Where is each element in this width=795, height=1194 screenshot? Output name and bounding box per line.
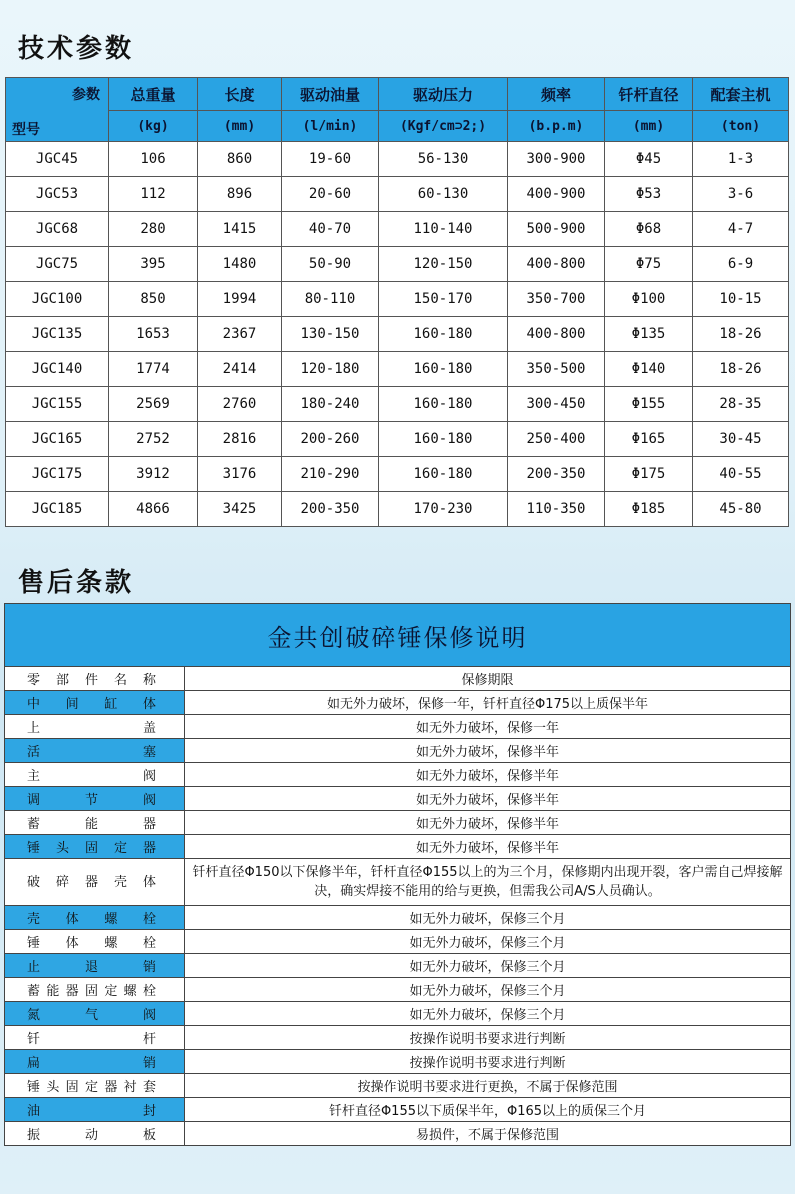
spec-value-cell: 80-110 bbox=[282, 282, 379, 317]
warranty-row bbox=[5, 930, 791, 954]
spec-value-cell: 2752 bbox=[109, 422, 198, 457]
warranty-row bbox=[5, 1122, 791, 1146]
spec-model-cell: JGC185 bbox=[6, 492, 109, 527]
spec-value-cell: 3-6 bbox=[693, 177, 789, 212]
spec-value-cell: 400-900 bbox=[508, 177, 605, 212]
spec-value-cell: 150-170 bbox=[379, 282, 508, 317]
warranty-part-cell: 扁销 bbox=[5, 1050, 185, 1074]
spec-value-cell: 18-26 bbox=[693, 352, 789, 387]
spec-value-cell: 200-260 bbox=[282, 422, 379, 457]
spec-value-cell: 1415 bbox=[198, 212, 282, 247]
spec-model-cell: JGC135 bbox=[6, 317, 109, 352]
warranty-banner: 金共创破碎锤保修说明 bbox=[5, 604, 791, 667]
spec-row bbox=[6, 317, 789, 352]
spec-value-cell: Φ155 bbox=[605, 387, 693, 422]
spec-value-cell: 850 bbox=[109, 282, 198, 317]
corner-model-label: 型号 bbox=[12, 122, 40, 138]
warranty-part-cell: 壳体螺栓 bbox=[5, 906, 185, 930]
spec-value-cell: 20-60 bbox=[282, 177, 379, 212]
spec-column-label: 钎杆直径 bbox=[605, 78, 693, 111]
warranty-part-cell: 振动板 bbox=[5, 1122, 185, 1146]
spec-value-cell: 56-130 bbox=[379, 142, 508, 177]
spec-row bbox=[6, 422, 789, 457]
spec-model-cell: JGC45 bbox=[6, 142, 109, 177]
spec-value-cell: 28-35 bbox=[693, 387, 789, 422]
spec-value-cell: 40-70 bbox=[282, 212, 379, 247]
spec-value-cell: 200-350 bbox=[282, 492, 379, 527]
warranty-row bbox=[5, 739, 791, 763]
spec-value-cell: 110-140 bbox=[379, 212, 508, 247]
spec-row bbox=[6, 492, 789, 527]
warranty-row bbox=[5, 763, 791, 787]
spec-value-cell: 400-800 bbox=[508, 247, 605, 282]
warranty-part-cell: 上盖 bbox=[5, 715, 185, 739]
spec-value-cell: 180-240 bbox=[282, 387, 379, 422]
spec-value-cell: 160-180 bbox=[379, 317, 508, 352]
warranty-row bbox=[5, 906, 791, 930]
spec-corner-header bbox=[6, 78, 109, 142]
spec-value-cell: 210-290 bbox=[282, 457, 379, 492]
spec-model-cell: JGC68 bbox=[6, 212, 109, 247]
warranty-term-cell: 如无外力破坏，保修半年 bbox=[185, 787, 791, 811]
warranty-row bbox=[5, 954, 791, 978]
spec-value-cell: 50-90 bbox=[282, 247, 379, 282]
spec-column-unit: (l/min) bbox=[282, 111, 379, 142]
warranty-row bbox=[5, 1050, 791, 1074]
warranty-part-cell: 止退销 bbox=[5, 954, 185, 978]
warranty-term-cell: 如无外力破坏，保修半年 bbox=[185, 835, 791, 859]
warranty-term-cell: 易损件，不属于保修范围 bbox=[185, 1122, 791, 1146]
spec-column-label: 频率 bbox=[508, 78, 605, 111]
spec-value-cell: 2367 bbox=[198, 317, 282, 352]
spec-value-cell: 112 bbox=[109, 177, 198, 212]
warranty-row bbox=[5, 1098, 791, 1122]
spec-value-cell: 1-3 bbox=[693, 142, 789, 177]
spec-column-unit: (ton) bbox=[693, 111, 789, 142]
warranty-row bbox=[5, 1002, 791, 1026]
warranty-term-cell: 如无外力破坏，保修三个月 bbox=[185, 906, 791, 930]
spec-value-cell: 395 bbox=[109, 247, 198, 282]
spec-value-cell: 280 bbox=[109, 212, 198, 247]
spec-value-cell: 400-800 bbox=[508, 317, 605, 352]
warranty-term-cell: 钎杆直径Φ155以下质保半年，Φ165以上的质保三个月 bbox=[185, 1098, 791, 1122]
spec-row bbox=[6, 177, 789, 212]
spec-value-cell: Φ53 bbox=[605, 177, 693, 212]
spec-value-cell: 500-900 bbox=[508, 212, 605, 247]
spec-value-cell: 120-150 bbox=[379, 247, 508, 282]
spec-value-cell: 4866 bbox=[109, 492, 198, 527]
warranty-header-part: 零部件名称 bbox=[5, 667, 185, 691]
warranty-table bbox=[4, 603, 791, 1146]
spec-column-unit: (b.p.m) bbox=[508, 111, 605, 142]
warranty-row bbox=[5, 715, 791, 739]
spec-table bbox=[5, 77, 789, 527]
spec-value-cell: 10-15 bbox=[693, 282, 789, 317]
spec-row bbox=[6, 387, 789, 422]
warranty-term-cell: 按操作说明书要求进行判断 bbox=[185, 1050, 791, 1074]
spec-value-cell: 110-350 bbox=[508, 492, 605, 527]
spec-column-label: 长度 bbox=[198, 78, 282, 111]
warranty-part-cell: 中间缸体 bbox=[5, 691, 185, 715]
warranty-term-cell: 如无外力破坏，保修半年 bbox=[185, 811, 791, 835]
spec-column-label: 配套主机 bbox=[693, 78, 789, 111]
spec-value-cell: 6-9 bbox=[693, 247, 789, 282]
spec-column-label: 驱动压力 bbox=[379, 78, 508, 111]
spec-column-label: 总重量 bbox=[109, 78, 198, 111]
warranty-part-cell: 活塞 bbox=[5, 739, 185, 763]
warranty-part-cell: 主阀 bbox=[5, 763, 185, 787]
warranty-row bbox=[5, 835, 791, 859]
spec-value-cell: Φ45 bbox=[605, 142, 693, 177]
warranty-part-cell: 钎杆 bbox=[5, 1026, 185, 1050]
spec-column-unit: (Kgf/cm⊃2;) bbox=[379, 111, 508, 142]
spec-column-unit: (mm) bbox=[605, 111, 693, 142]
spec-model-cell: JGC100 bbox=[6, 282, 109, 317]
spec-value-cell: Φ140 bbox=[605, 352, 693, 387]
spec-row bbox=[6, 457, 789, 492]
spec-value-cell: 160-180 bbox=[379, 352, 508, 387]
spec-model-cell: JGC75 bbox=[6, 247, 109, 282]
spec-value-cell: 160-180 bbox=[379, 457, 508, 492]
spec-value-cell: 60-130 bbox=[379, 177, 508, 212]
spec-value-cell: 1653 bbox=[109, 317, 198, 352]
spec-value-cell: 19-60 bbox=[282, 142, 379, 177]
warranty-term-cell: 如无外力破坏，保修一年 bbox=[185, 715, 791, 739]
warranty-section-title: 售后条款 bbox=[18, 568, 135, 598]
spec-row bbox=[6, 282, 789, 317]
warranty-term-cell: 如无外力破坏，保修三个月 bbox=[185, 1002, 791, 1026]
warranty-part-cell: 蓄能器 bbox=[5, 811, 185, 835]
warranty-part-cell: 锤体螺栓 bbox=[5, 930, 185, 954]
spec-value-cell: 3425 bbox=[198, 492, 282, 527]
spec-value-cell: 1480 bbox=[198, 247, 282, 282]
spec-value-cell: 40-55 bbox=[693, 457, 789, 492]
warranty-part-cell: 蓄能器固定螺栓 bbox=[5, 978, 185, 1002]
spec-section-title: 技术参数 bbox=[18, 34, 135, 64]
spec-model-cell: JGC53 bbox=[6, 177, 109, 212]
spec-value-cell: 860 bbox=[198, 142, 282, 177]
spec-value-cell: 896 bbox=[198, 177, 282, 212]
spec-value-cell: Φ165 bbox=[605, 422, 693, 457]
spec-value-cell: Φ100 bbox=[605, 282, 693, 317]
spec-value-cell: 2569 bbox=[109, 387, 198, 422]
spec-row bbox=[6, 352, 789, 387]
spec-value-cell: 250-400 bbox=[508, 422, 605, 457]
spec-column-unit: (mm) bbox=[198, 111, 282, 142]
spec-row bbox=[6, 142, 789, 177]
warranty-part-cell: 调节阀 bbox=[5, 787, 185, 811]
warranty-row bbox=[5, 811, 791, 835]
warranty-part-cell: 油封 bbox=[5, 1098, 185, 1122]
warranty-row bbox=[5, 691, 791, 715]
spec-value-cell: Φ185 bbox=[605, 492, 693, 527]
spec-value-cell: Φ175 bbox=[605, 457, 693, 492]
spec-value-cell: Φ75 bbox=[605, 247, 693, 282]
warranty-row bbox=[5, 859, 791, 906]
spec-value-cell: 4-7 bbox=[693, 212, 789, 247]
warranty-row bbox=[5, 787, 791, 811]
spec-value-cell: 170-230 bbox=[379, 492, 508, 527]
spec-value-cell: 300-900 bbox=[508, 142, 605, 177]
spec-model-cell: JGC165 bbox=[6, 422, 109, 457]
spec-value-cell: 18-26 bbox=[693, 317, 789, 352]
spec-value-cell: 2760 bbox=[198, 387, 282, 422]
spec-value-cell: 350-700 bbox=[508, 282, 605, 317]
spec-value-cell: 1994 bbox=[198, 282, 282, 317]
spec-column-unit: (kg) bbox=[109, 111, 198, 142]
spec-value-cell: 45-80 bbox=[693, 492, 789, 527]
spec-value-cell: 130-150 bbox=[282, 317, 379, 352]
spec-value-cell: Φ135 bbox=[605, 317, 693, 352]
spec-value-cell: 300-450 bbox=[508, 387, 605, 422]
spec-value-cell: 200-350 bbox=[508, 457, 605, 492]
spec-row bbox=[6, 212, 789, 247]
spec-value-cell: 120-180 bbox=[282, 352, 379, 387]
warranty-term-cell: 如无外力破坏，保修一年，钎杆直径Φ175以上质保半年 bbox=[185, 691, 791, 715]
spec-value-cell: 160-180 bbox=[379, 387, 508, 422]
spec-value-cell: 2414 bbox=[198, 352, 282, 387]
warranty-part-cell: 氮气阀 bbox=[5, 1002, 185, 1026]
warranty-part-cell: 锤头固定器衬套 bbox=[5, 1074, 185, 1098]
spec-value-cell: 2816 bbox=[198, 422, 282, 457]
warranty-term-cell: 按操作说明书要求进行更换，不属于保修范围 bbox=[185, 1074, 791, 1098]
warranty-term-cell: 如无外力破坏，保修三个月 bbox=[185, 954, 791, 978]
spec-value-cell: 3912 bbox=[109, 457, 198, 492]
spec-value-cell: 1774 bbox=[109, 352, 198, 387]
warranty-row bbox=[5, 978, 791, 1002]
warranty-row bbox=[5, 1026, 791, 1050]
warranty-row bbox=[5, 1074, 791, 1098]
warranty-term-cell: 如无外力破坏，保修三个月 bbox=[185, 978, 791, 1002]
warranty-term-cell: 如无外力破坏，保修三个月 bbox=[185, 930, 791, 954]
spec-value-cell: Φ68 bbox=[605, 212, 693, 247]
warranty-term-cell: 按操作说明书要求进行判断 bbox=[185, 1026, 791, 1050]
spec-value-cell: 160-180 bbox=[379, 422, 508, 457]
spec-value-cell: 106 bbox=[109, 142, 198, 177]
spec-row bbox=[6, 247, 789, 282]
warranty-term-cell: 如无外力破坏，保修半年 bbox=[185, 763, 791, 787]
spec-value-cell: 350-500 bbox=[508, 352, 605, 387]
warranty-header-term: 保修期限 bbox=[185, 667, 791, 691]
warranty-term-cell: 如无外力破坏，保修半年 bbox=[185, 739, 791, 763]
spec-model-cell: JGC175 bbox=[6, 457, 109, 492]
warranty-part-cell: 破碎器壳体 bbox=[5, 859, 185, 906]
warranty-part-cell: 锤头固定器 bbox=[5, 835, 185, 859]
corner-param-label: 参数 bbox=[72, 87, 100, 103]
spec-model-cell: JGC140 bbox=[6, 352, 109, 387]
spec-column-label: 驱动油量 bbox=[282, 78, 379, 111]
spec-value-cell: 30-45 bbox=[693, 422, 789, 457]
spec-model-cell: JGC155 bbox=[6, 387, 109, 422]
spec-value-cell: 3176 bbox=[198, 457, 282, 492]
warranty-term-cell: 钎杆直径Φ150以下保修半年，钎杆直径Φ155以上的为三个月，保修期内出现开裂，客户需自己焊接解决，确实焊接不能用的给与更换，但需我公司A/S人员确认。 bbox=[185, 859, 791, 906]
